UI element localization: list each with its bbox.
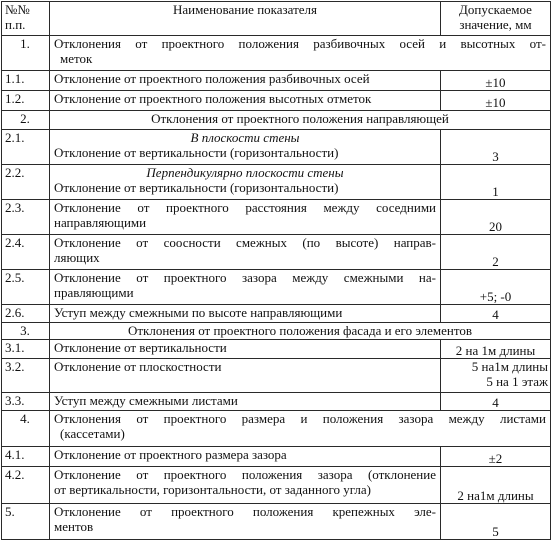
tolerance-value-cell (441, 200, 551, 235)
indicator-name-cell (50, 130, 441, 165)
indicator-name-cell (50, 504, 441, 540)
section-title-cell (50, 36, 551, 71)
indicator-name: Отклонение от проектного положения разбивочных осей (54, 71, 370, 86)
table-header-row (2, 2, 551, 36)
indicator-name: Отклонение от проектного положения высотных отметок (54, 91, 372, 106)
tolerance-value: 20 (489, 219, 502, 234)
section-title-cell (50, 411, 551, 447)
header-name-cell (50, 2, 441, 36)
row-number-cell (2, 71, 50, 91)
section-row (2, 111, 551, 130)
row-number: 2.5. (5, 270, 25, 285)
tolerance-value-cell (441, 270, 551, 305)
section-title-cell (50, 323, 551, 340)
section-row (2, 36, 551, 71)
indicator-name: Отклонение от вертикальности (горизонтальности) (54, 145, 339, 160)
indicator-name-line1: Отклонение от соосности смежных (по высоте) направ- (54, 235, 436, 250)
table-row (2, 91, 551, 111)
row-number: 3.2. (5, 359, 25, 374)
tolerance-value: 2 на 1м длины (455, 343, 536, 358)
tolerance-value: 5 (492, 524, 499, 539)
table-row (2, 393, 551, 411)
tolerance-value-cell (441, 340, 551, 359)
tolerance-value-cell (441, 359, 551, 393)
tolerance-value-cell (441, 467, 551, 504)
tolerance-value-cell (441, 71, 551, 91)
header-name: Наименование показателя (172, 2, 318, 17)
row-number: 4.2. (5, 467, 25, 482)
indicator-name-cell (50, 305, 441, 323)
section-title-line1: Отклонения от проектного размера и положения зазора между листами (54, 411, 546, 426)
tolerance-value-cell (441, 130, 551, 165)
tolerance-value: 2 на1м длины (457, 488, 534, 503)
indicator-name-cell (50, 270, 441, 305)
section-title-cell (50, 111, 551, 130)
row-number-cell (2, 305, 50, 323)
header-value-cell (441, 2, 551, 36)
row-number: 2.6. (5, 305, 25, 320)
table-row (2, 467, 551, 504)
indicator-name: Отклонение от вертикальности (горизонтальности) (54, 180, 339, 195)
row-number-cell (2, 111, 50, 130)
table-row (2, 305, 551, 323)
row-number: 2.4. (5, 235, 25, 250)
tolerance-table (1, 1, 551, 540)
row-number: 3. (20, 323, 30, 338)
row-number-cell (2, 91, 50, 111)
indicator-name-cell (50, 467, 441, 504)
indicator-name-line1: Отклонение от проектного положения зазора (отклонение (54, 467, 436, 482)
indicator-name-line1: Отклонение от проектного положения крепежных эле- (54, 504, 436, 519)
row-number: 2.2. (5, 165, 25, 180)
indicator-name-line1: Отклонение от проектного расстояния между соседними (54, 200, 436, 215)
row-number: 3.3. (5, 393, 25, 408)
row-number-cell (2, 130, 50, 165)
indicator-name-line2: правляющими (54, 285, 134, 300)
indicator-name-cell (50, 393, 441, 411)
indicator-name-cell (50, 200, 441, 235)
header-num-line1: №№ (5, 2, 30, 17)
indicator-name: Уступ между смежными по высоте направляющими (54, 305, 343, 320)
indicator-name-line2: ментов (54, 519, 94, 534)
indicator-name: Уступ между смежными листами (54, 393, 238, 408)
row-number: 3.1. (5, 340, 25, 355)
indicator-subheading: Перпендикулярно плоскости стены (146, 165, 344, 180)
tolerance-value: 3 (492, 149, 499, 164)
indicator-name-cell (50, 447, 441, 467)
row-number-cell (2, 323, 50, 340)
row-number-cell (2, 411, 50, 447)
tolerance-value: ±10 (485, 75, 506, 90)
row-number-cell (2, 504, 50, 540)
section-title-line2: (кассетами) (60, 426, 125, 441)
table-row (2, 71, 551, 91)
tolerance-value-cell (441, 504, 551, 540)
tolerance-value: 4 (492, 395, 499, 410)
header-value-line1: Допускаемое (459, 2, 532, 17)
section-title: Отклонения от проектного положения направляющей (151, 111, 449, 126)
table-row (2, 340, 551, 359)
tolerance-value: ±2 (488, 451, 503, 466)
indicator-name-cell (50, 340, 441, 359)
indicator-name-cell (50, 71, 441, 91)
row-number-cell (2, 447, 50, 467)
indicator-name-line2: от вертикальности, горизонтальности, от заданного угла) (54, 482, 371, 497)
section-title-line1: Отклонения от проектного положения разбивочных осей и высотных от- (54, 36, 546, 51)
tolerance-value: 4 (492, 307, 499, 322)
table-row (2, 200, 551, 235)
tolerance-value: ±10 (485, 95, 506, 110)
tolerance-value-cell (441, 447, 551, 467)
table-row (2, 359, 551, 393)
section-title: Отклонения от проектного положения фасада и его элементов (127, 323, 473, 338)
indicator-name: Отклонение от плоскостности (54, 359, 222, 374)
tolerance-value-cell (441, 235, 551, 270)
indicator-name-line2: направляющими (54, 215, 147, 230)
tolerance-value-line1: 5 на1м длины (471, 359, 548, 374)
row-number-cell (2, 467, 50, 504)
row-number-cell (2, 270, 50, 305)
row-number: 2.3. (5, 200, 25, 215)
row-number: 4.1. (5, 447, 25, 462)
indicator-name: Отклонение от вертикальности (54, 340, 227, 355)
row-number-cell (2, 36, 50, 71)
table-row (2, 270, 551, 305)
tolerance-value-cell (441, 393, 551, 411)
tolerance-value: 1 (492, 184, 499, 199)
indicator-name-line1: Отклонение от проектного зазора между смежными на- (54, 270, 436, 285)
indicator-name-cell (50, 235, 441, 270)
tolerance-value: +5; -0 (479, 289, 512, 304)
table-row (2, 447, 551, 467)
row-number-cell (2, 359, 50, 393)
table-row (2, 130, 551, 165)
table-body (2, 36, 551, 540)
indicator-name-cell (50, 91, 441, 111)
indicator-name-line2: ляющих (54, 250, 100, 265)
indicator-name-cell (50, 359, 441, 393)
row-number: 1. (20, 36, 30, 51)
row-number-cell (2, 340, 50, 359)
indicator-subheading: В плоскости стены (190, 130, 300, 145)
tolerance-value-cell (441, 305, 551, 323)
row-number: 2. (20, 111, 30, 126)
header-num-cell (2, 2, 50, 36)
tolerance-value: 2 (492, 254, 499, 269)
indicator-name: Отклонение от проектного размера зазора (54, 447, 287, 462)
section-row (2, 411, 551, 447)
row-number-cell (2, 200, 50, 235)
row-number: 1.2. (5, 91, 25, 106)
row-number: 1.1. (5, 71, 25, 86)
row-number-cell (2, 393, 50, 411)
tolerance-value-cell (441, 91, 551, 111)
table-row (2, 165, 551, 200)
row-number: 4. (20, 411, 30, 426)
tolerance-value-cell (441, 165, 551, 200)
row-number-cell (2, 165, 50, 200)
tolerance-value-line2: 5 на 1 этаж (486, 374, 548, 389)
section-title-line2: меток (60, 51, 93, 66)
section-row (2, 323, 551, 340)
row-number: 5. (5, 504, 15, 519)
header-num-line2: п.п. (5, 17, 26, 32)
table-row (2, 235, 551, 270)
row-number: 2.1. (5, 130, 25, 145)
table-row (2, 504, 551, 540)
row-number-cell (2, 235, 50, 270)
indicator-name-cell (50, 165, 441, 200)
header-value-line2: значение, мм (459, 17, 532, 32)
